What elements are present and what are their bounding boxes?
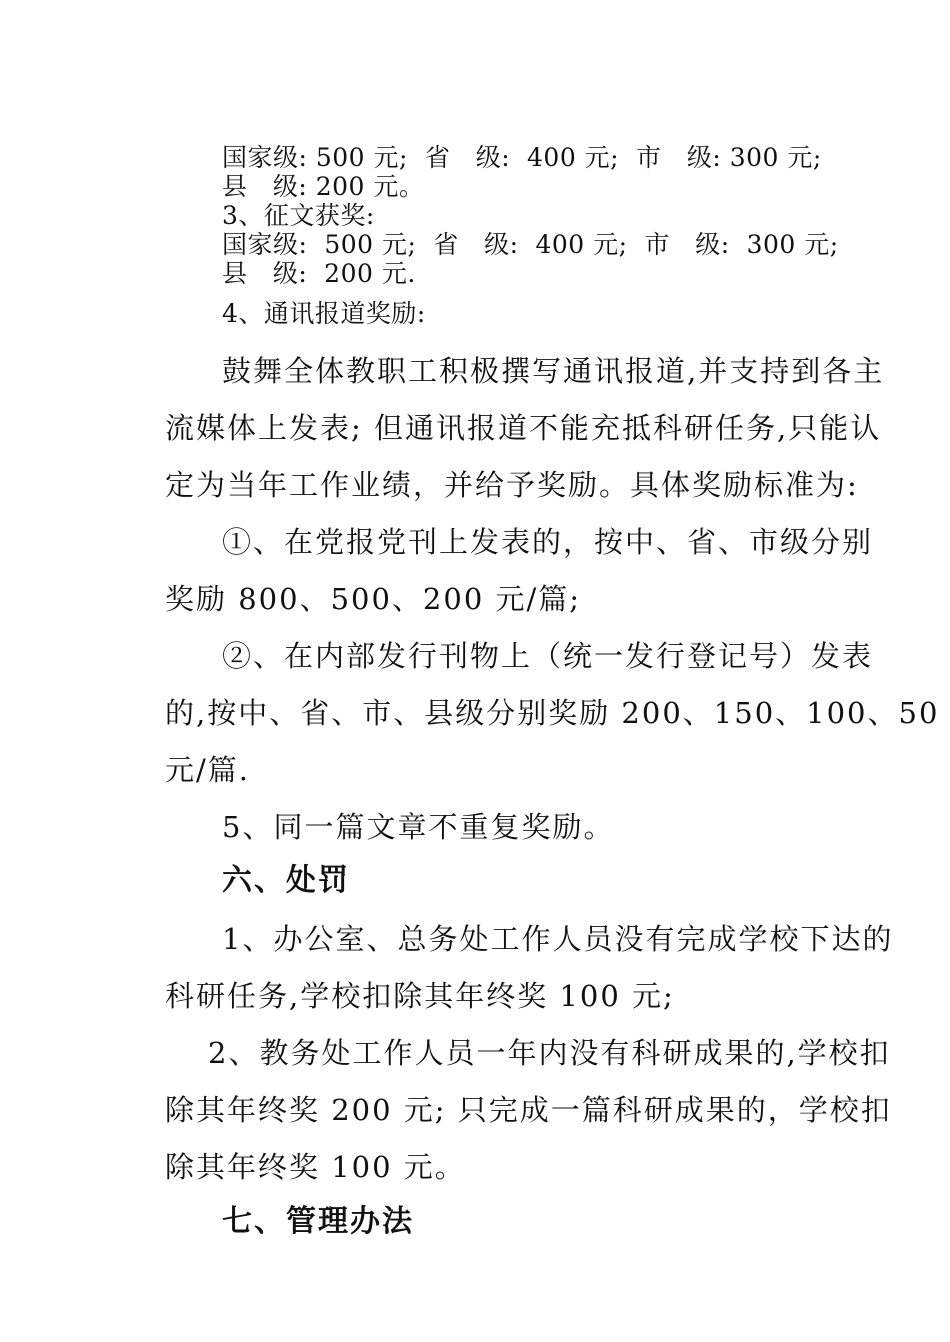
section-7-heading: 七、管理办法 bbox=[222, 1204, 414, 1239]
news-paragraph-line-2: 流媒体上发表; 但通讯报道不能充抵科研任务,只能认 bbox=[165, 411, 882, 445]
point-2-line-3: 元/篇. bbox=[165, 753, 250, 787]
news-paragraph-line-1: 鼓舞全体教职工积极撰写通讯报道,并支持到各主 bbox=[222, 354, 885, 388]
penalty-2-line-3: 除其年终奖 100 元。 bbox=[165, 1150, 466, 1184]
point-1-line-2: 奖励 800、500、200 元/篇; bbox=[165, 582, 582, 616]
penalty-2-line-2: 除其年终奖 200 元; 只完成一篇科研成果的，学校扣 bbox=[165, 1093, 892, 1127]
essay-levels-line-2: 县 级: 200 元. bbox=[222, 259, 416, 288]
section-6-heading: 六、处罚 bbox=[222, 863, 350, 898]
item-4-title: 4、通讯报道奖励: bbox=[222, 299, 426, 328]
item-3-title: 3、征文获奖: bbox=[222, 201, 375, 230]
penalty-1-line-1: 1、办公室、总务处工作人员没有完成学校下达的 bbox=[222, 922, 894, 956]
point-2-line-1: ②、在内部发行刊物上（统一发行登记号）发表 bbox=[222, 639, 874, 673]
item-5: 5、同一篇文章不重复奖励。 bbox=[222, 810, 615, 844]
point-2-line-2: 的,按中、省、市、县级分别奖励 200、150、100、50 bbox=[165, 696, 940, 730]
award-levels-line-1: 国家级: 500 元; 省 级: 400 元; 市 级: 300 元; bbox=[222, 143, 822, 172]
essay-levels-line-1: 国家级: 500 元; 省 级: 400 元; 市 级: 300 元; bbox=[222, 230, 839, 259]
news-paragraph-line-3: 定为当年工作业绩，并给予奖励。具体奖励标准为: bbox=[165, 468, 859, 502]
penalty-1-line-2: 科研任务,学校扣除其年终奖 100 元; bbox=[165, 979, 675, 1013]
penalty-2-line-1: 2、教务处工作人员一年内没有科研成果的,学校扣 bbox=[208, 1036, 891, 1070]
award-levels-line-2: 县 级: 200 元。 bbox=[222, 172, 425, 201]
point-1-line-1: ①、在党报党刊上发表的，按中、省、市级分别 bbox=[222, 525, 874, 559]
